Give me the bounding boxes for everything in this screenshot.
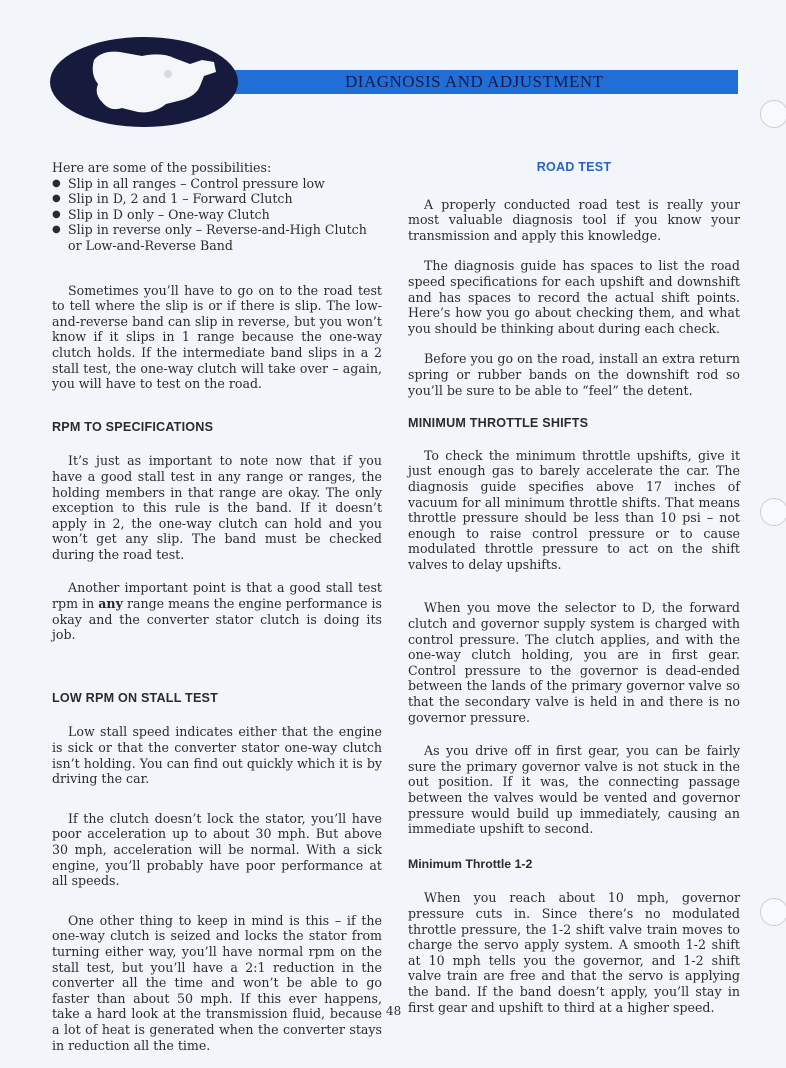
page-header (0, 0, 786, 140)
binder-hole-bottom (760, 898, 786, 926)
paragraph: When you reach about 10 mph, governor pressure cuts in. Since there’s no modulated throttle pressure, the 1-2 shift valve train moves to charge the servo apply system. A smooth 1-2 shift at 10 mph tells you the governor, and 1-2 shift valve train are free and that the servo is applying the band. If the band doesn’t apply, you’ll stay in first gear and upshift to third at a higher speed. (408, 890, 740, 1015)
left-column (52, 160, 382, 1068)
list-item: ● Slip in all ranges – Control pressure low (52, 176, 382, 192)
paragraph: One other thing to keep in mind is this – if the one-way clutch is seized and locks the stator from turning either way, you’ll have normal rpm on the stall test, but you’ll have a 2:1 reduction in the converter all the time and won’t be able to go faster than about 50 mph. If this ever happens, take a hard look at the transmission fluid, because a lot of heat is generated when the converter stays in reduction all the time. (52, 912, 382, 1053)
binder-hole-top (760, 100, 786, 128)
section-heading-road-test: ROAD TEST (536, 160, 612, 174)
paragraph: When you move the selector to D, the forward clutch and governor supply system is charged with control pressure. The clutch applies, and with the one-way clutch holding, you are in first gear. Control pressure to the governor is dead-ended between the lands of the primary governor valve so that the secondary valve is held in and there is no governor pressure. (408, 600, 740, 725)
paragraph (52, 580, 382, 642)
paragraph: The diagnosis guide has spaces to list the road speed specifications for each upshift and downshift and has spaces to record the actual shift points. Here’s how you go about checking them, and what you should be thinking about during each check. (408, 258, 740, 336)
paragraph: If the clutch doesn’t lock the stator, you’ll have poor acceleration up to about 30 mph. But above 30 mph, acceleration will be normal. With a sick engine, you’ll probably have poor performance at all speeds. (52, 810, 382, 889)
binder-hole-middle (760, 498, 786, 526)
paragraph: Before you go on the road, install an extra return spring or rubber bands on the downshift rod so you’ll be sure to be able to “feel” the detent. (408, 351, 740, 398)
text-run: Another important point is that a good stall test rpm in (52, 580, 382, 612)
paragraph: A properly conducted road test is really your most valuable diagnosis tool if you know your transmission and apply this knowledge. (408, 196, 740, 243)
list-item: ● Slip in D, 2 and 1 – Forward Clutch (52, 191, 382, 207)
page-title: DIAGNOSIS AND ADJUSTMENT (345, 72, 604, 91)
possibilities-list (52, 176, 382, 254)
right-column (408, 160, 740, 1030)
paragraph: Low stall speed indicates either that the engine is sick or that the converter stator one-way clutch isn’t holding. You can find out quickly which it is by driving the car. (52, 724, 382, 787)
section-heading-min-throttle: MINIMUM THROTTLE SHIFTS (408, 416, 589, 431)
transmission-logo-icon (50, 34, 242, 130)
list-item: ● Slip in D only – One-way Clutch (52, 207, 382, 223)
possibilities-intro: Here are some of the possibilities: (52, 160, 272, 175)
emphasis-text: any (98, 596, 123, 612)
paragraph: It’s just as important to note now that if you have a good stall test in any range or ranges, the holding members in that range are okay. The only exception to this rule is the band. If it doesn’t apply in 2, the one-way clutch can hold and you won’t get any slip. The band must be checked during the road test. (52, 453, 382, 562)
paragraph: To check the minimum throttle upshifts, give it just enough gas to barely accelerate the car. The diagnosis guide specifies above 17 inches of vacuum for all minimum throttle shifts. That means throttle pressure should be less than 10 psi – not enough to raise control pressure or to cause modulated throttle pressure to act on the shift valves to delay upshifts. (408, 447, 740, 572)
page-number: 48 (386, 1004, 402, 1018)
list-item: ● Slip in reverse only – Reverse-and-High Clutch or Low-and-Reverse Band (52, 222, 382, 253)
section-heading-low-rpm: LOW RPM ON STALL TEST (52, 690, 219, 705)
subheading-min-throttle-1-2: Minimum Throttle 1-2 (408, 856, 533, 871)
paragraph: Sometimes you’ll have to go on to the road test to tell where the slip is or if there is slip. The low-and-reverse band can slip in reverse, but you won’t know if it slips in 1 range because the one-way clutch holds. If the intermediate band slips in a 2 stall test, the one-way clutch will take over – again, you will have to test on the road. (52, 282, 382, 392)
section-heading-rpm: RPM TO SPECIFICATIONS (52, 419, 214, 434)
text-run: range means the engine performance is okay and the converter stator clutch is doing its job. (52, 596, 383, 643)
paragraph: As you drive off in first gear, you can be fairly sure the primary governor valve is not stuck in the out position. If it was, the connecting passage between the valves would be vented and governor pressure would build up immediately, causing an immediate upshift to second. (408, 743, 740, 837)
